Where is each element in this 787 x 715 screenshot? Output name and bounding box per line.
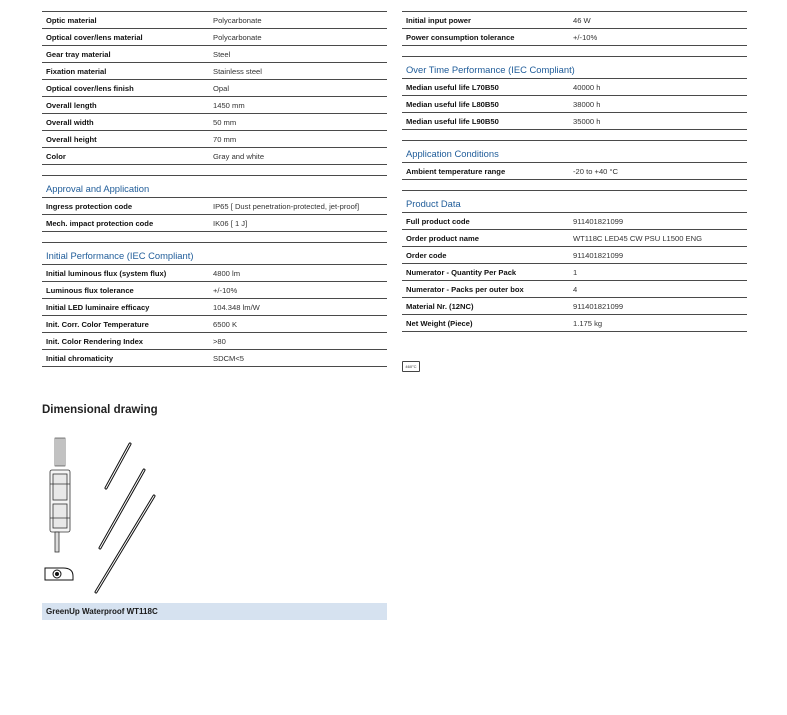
conditions-table xyxy=(402,163,747,180)
spec-row xyxy=(402,298,747,315)
initial-performance-table xyxy=(42,265,387,367)
spec-label: Ingress protection code xyxy=(46,201,133,211)
spec-value: Gray and white xyxy=(213,151,265,161)
spec-value: 70 mm xyxy=(213,134,237,144)
spec-value: 4 xyxy=(573,284,578,294)
spec-row xyxy=(402,29,747,46)
spec-label: Init. Corr. Color Temperature xyxy=(46,319,149,329)
spec-value: Polycarbonate xyxy=(213,32,262,42)
profile-end-view xyxy=(45,568,73,580)
spec-row xyxy=(42,29,387,46)
luminaire-dimensional-drawing xyxy=(42,432,172,602)
spec-value: 1450 mm xyxy=(213,100,245,110)
spec-row xyxy=(42,198,387,215)
spec-label: Order code xyxy=(406,250,447,260)
spec-row xyxy=(402,213,747,230)
spec-label: Color xyxy=(46,151,66,161)
spec-label: Gear tray material xyxy=(46,49,111,59)
spec-row xyxy=(402,247,747,264)
drawing-caption: GreenUp Waterproof WT118C xyxy=(42,603,387,620)
spec-value: 4800 lm xyxy=(213,268,241,278)
spec-label: Mech. impact protection code xyxy=(46,218,154,228)
spec-row xyxy=(402,79,747,96)
spec-label: Power consumption tolerance xyxy=(406,32,515,42)
spec-value: IK06 [ 1 J] xyxy=(213,218,248,228)
spec-label: Overall length xyxy=(46,100,97,110)
spec-label: Overall width xyxy=(46,117,94,127)
spec-value: 40000 h xyxy=(573,82,601,92)
conditions-section-title: Application Conditions xyxy=(402,140,747,163)
spec-value: IP65 [ Dust penetration-protected, jet-proof] xyxy=(213,201,360,211)
spec-label: Optical cover/lens finish xyxy=(46,83,134,93)
spec-value: Opal xyxy=(213,83,230,93)
spec-value: SDCM<5 xyxy=(213,353,245,363)
spec-row xyxy=(42,333,387,350)
spec-row xyxy=(402,281,747,298)
spec-value: 46 W xyxy=(573,15,591,25)
spec-value: >80 xyxy=(213,336,226,346)
spec-row xyxy=(402,113,747,130)
spec-row xyxy=(42,148,387,165)
spec-label: Initial luminous flux (system flux) xyxy=(46,268,167,278)
spec-value: WT118C LED45 CW PSU L1500 ENG xyxy=(573,233,703,243)
spec-label: Initial chromaticity xyxy=(46,353,114,363)
spec-label: Initial input power xyxy=(406,15,471,25)
approval-spec-table xyxy=(42,198,387,232)
spec-row xyxy=(42,63,387,80)
spec-value: 6500 K xyxy=(213,319,238,329)
spec-value: 1 xyxy=(573,267,578,277)
spec-row xyxy=(42,265,387,282)
spec-label: Init. Color Rendering Index xyxy=(46,336,144,346)
spec-row xyxy=(42,131,387,148)
spec-row xyxy=(42,80,387,97)
spec-label: Material Nr. (12NC) xyxy=(406,301,474,311)
overtime-table xyxy=(402,79,747,130)
spec-label: Full product code xyxy=(406,216,470,226)
spec-value: 911401821099 xyxy=(573,216,624,226)
luminaire-tubes xyxy=(96,444,154,592)
spec-label: Median useful life L70B50 xyxy=(406,82,499,92)
spec-value: 911401821099 xyxy=(573,301,624,311)
spec-row xyxy=(42,215,387,232)
spec-row xyxy=(402,230,747,247)
spec-label: Median useful life L90B50 xyxy=(406,116,499,126)
spec-value: 1.175 kg xyxy=(573,318,603,328)
spec-value: Stainless steel xyxy=(213,66,262,76)
spec-label: Numerator - Quantity Per Pack xyxy=(406,267,517,277)
spec-value: 911401821099 xyxy=(573,250,624,260)
spec-label: Order product name xyxy=(406,233,479,243)
spec-value: 38000 h xyxy=(573,99,601,109)
spec-row xyxy=(42,114,387,131)
product-data-table xyxy=(402,213,747,332)
spec-label: Overall height xyxy=(46,134,97,144)
spec-label: Optical cover/lens material xyxy=(46,32,143,42)
spec-row xyxy=(402,12,747,29)
spec-row xyxy=(402,163,747,180)
spec-value: +/-10% xyxy=(213,285,238,295)
temperature-badge: 460°C xyxy=(402,361,420,372)
spec-row xyxy=(42,350,387,367)
spec-label: Numerator - Packs per outer box xyxy=(406,284,524,294)
side-view-housing xyxy=(50,470,70,552)
left-spec-column xyxy=(42,11,387,367)
spec-label: Optic material xyxy=(46,15,97,25)
spec-value: 50 mm xyxy=(213,117,237,127)
spec-row xyxy=(402,315,747,332)
general-spec-table xyxy=(42,11,387,165)
overtime-section-title: Over Time Performance (IEC Compliant) xyxy=(402,56,747,79)
spec-row xyxy=(402,96,747,113)
spec-label: Net Weight (Piece) xyxy=(406,318,473,328)
spec-label: Fixation material xyxy=(46,66,107,76)
end-view-grille xyxy=(55,438,65,466)
spec-row xyxy=(42,12,387,29)
spec-row xyxy=(42,282,387,299)
spec-value: -20 to +40 °C xyxy=(573,166,619,176)
power-spec-table xyxy=(402,11,747,46)
product-data-section-title: Product Data xyxy=(402,190,747,213)
spec-label: Ambient temperature range xyxy=(406,166,506,176)
spec-label: Luminous flux tolerance xyxy=(46,285,134,295)
spec-value: 104.348 lm/W xyxy=(213,302,260,312)
right-spec-column xyxy=(402,11,747,332)
spec-row xyxy=(42,46,387,63)
spec-row xyxy=(42,299,387,316)
spec-label: Initial LED luminaire efficacy xyxy=(46,302,150,312)
spec-row xyxy=(402,264,747,281)
approval-section-title: Approval and Application xyxy=(42,175,387,198)
spec-value: 35000 h xyxy=(573,116,601,126)
spec-value: +/-10% xyxy=(573,32,598,42)
spec-value: Steel xyxy=(213,49,231,59)
dimensional-drawing-title: Dimensional drawing xyxy=(42,404,158,416)
spec-row xyxy=(42,97,387,114)
spec-label: Median useful life L80B50 xyxy=(406,99,499,109)
spec-row xyxy=(42,316,387,333)
initial-performance-section-title: Initial Performance (IEC Compliant) xyxy=(42,242,387,265)
spec-value: Polycarbonate xyxy=(213,15,262,25)
